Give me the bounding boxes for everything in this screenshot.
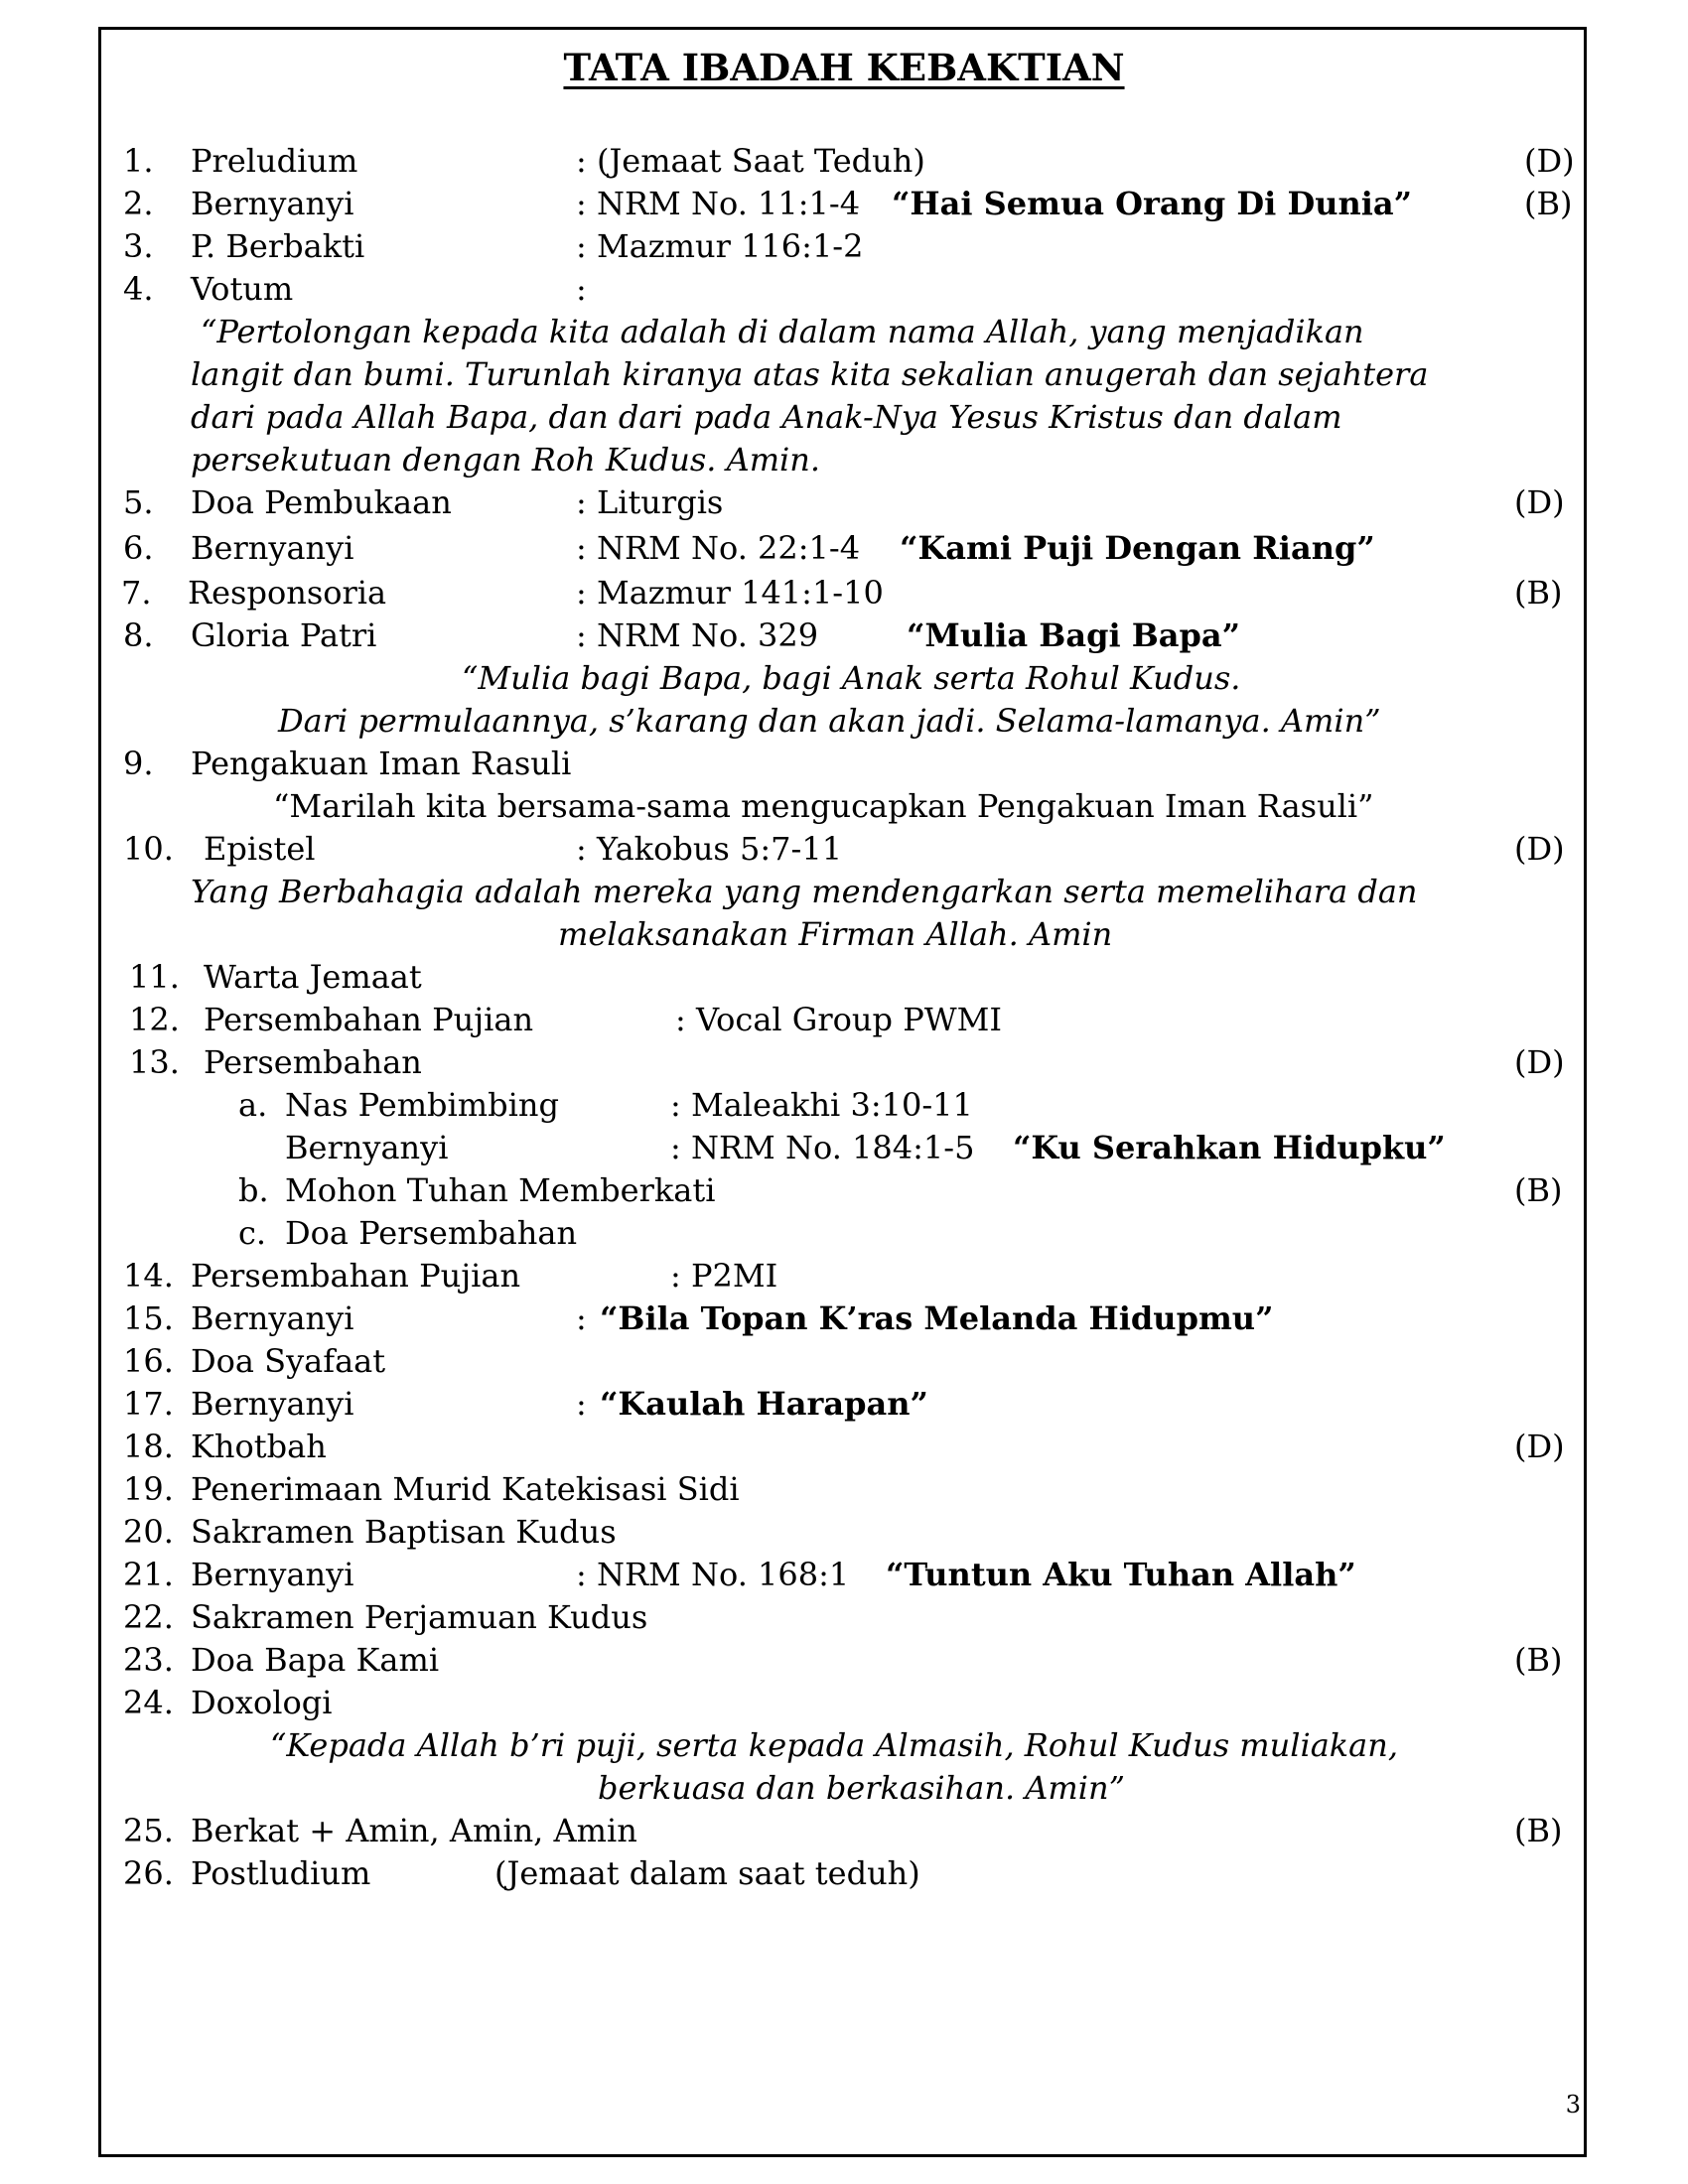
item-mark: (D) — [1514, 1043, 1565, 1081]
item-label: Postludium — [191, 1854, 371, 1892]
sub-letter: a. — [238, 1086, 268, 1124]
item-mark: (D) — [1524, 142, 1575, 180]
item-number: 21. — [123, 1556, 174, 1593]
item-label: Doa Pembukaan — [191, 483, 452, 521]
list-item — [0, 999, 1688, 1041]
item-label: Epistel — [204, 830, 316, 868]
item-label: Persembahan — [204, 1043, 422, 1081]
list-item — [0, 1511, 1688, 1554]
item-mark: (B) — [1514, 1641, 1563, 1679]
item-number: 13. — [129, 1043, 180, 1081]
item-number: 14. — [123, 1257, 174, 1295]
item-label: Persembahan Pujian — [191, 1257, 521, 1295]
list-item — [0, 614, 1688, 657]
item-number: 4. — [123, 270, 154, 308]
item-number: 12. — [129, 1001, 180, 1038]
item-mark: (D) — [1514, 830, 1565, 868]
item-detail: : Yakobus 5:7-11 — [576, 830, 843, 868]
song-title: “Mulia Bagi Bapa” — [907, 616, 1241, 654]
song-title: “Kaulah Harapan” — [600, 1385, 928, 1423]
list-item — [0, 140, 1688, 183]
votum-line: persekutuan dengan Roh Kudus. Amin. — [191, 441, 821, 478]
gloria-line: Dari permulaannya, s’karang dan akan jadi. Selama-lamanya. Amin” — [278, 702, 1381, 740]
item-number: 10. — [123, 830, 174, 868]
item-detail: : Mazmur 116:1-2 — [576, 227, 864, 265]
item-number: 1. — [123, 142, 154, 180]
item-label: Pengakuan Iman Rasuli — [191, 745, 572, 782]
list-item — [0, 527, 1688, 570]
item-number: 16. — [123, 1342, 174, 1380]
list-item — [0, 481, 1688, 524]
list-item — [0, 1468, 1688, 1511]
list-item — [0, 1041, 1688, 1084]
gloria-line: “Mulia bagi Bapa, bagi Anak serta Rohul Kudus. — [462, 659, 1241, 697]
sub-label: Doa Persembahan — [285, 1214, 578, 1252]
item-label: Berkat + Amin, Amin, Amin — [191, 1812, 637, 1849]
doxology-line: berkuasa dan berkasihan. Amin” — [598, 1769, 1125, 1807]
item-mark: (B) — [1514, 1812, 1563, 1849]
song-title: “Hai Semua Orang Di Dunia” — [892, 185, 1413, 222]
item-label: Doa Bapa Kami — [191, 1641, 440, 1679]
item-mark: (B) — [1514, 574, 1563, 612]
item-number: 2. — [123, 185, 154, 222]
item-detail: : NRM No. 329 — [576, 616, 819, 654]
item-label: Bernyanyi — [191, 1556, 354, 1593]
votum-line: dari pada Allah Bapa, dan dari pada Anak-Nya Yesus Kristus dan dalam — [191, 398, 1342, 436]
item-number: 24. — [123, 1684, 174, 1721]
item-detail: : — [576, 1385, 587, 1423]
song-title: “Bila Topan K’ras Melanda Hidupmu” — [600, 1299, 1274, 1337]
item-label: Bernyanyi — [191, 185, 354, 222]
item-detail: : — [576, 270, 587, 308]
sub-label: Mohon Tuhan Memberkati — [285, 1171, 716, 1209]
item-detail: : Liturgis — [576, 483, 724, 521]
list-item — [0, 572, 1688, 614]
item-label: Warta Jemaat — [204, 958, 422, 996]
list-item — [0, 268, 1688, 311]
votum-line: “Pertolongan kepada kita adalah di dalam nama Allah, yang menjadikan — [201, 313, 1364, 350]
item-number: 3. — [123, 227, 154, 265]
song-title: “Ku Serahkan Hidupku” — [1013, 1129, 1446, 1166]
item-number: 22. — [123, 1598, 174, 1636]
list-item — [0, 1297, 1688, 1340]
item-label: Bernyanyi — [191, 1299, 354, 1337]
epistel-line: Yang Berbahagia adalah mereka yang mendengarkan serta memelihara dan — [191, 873, 1418, 910]
item-label: P. Berbakti — [191, 227, 365, 265]
sub-letter: c. — [238, 1214, 267, 1252]
item-label: Sakramen Perjamuan Kudus — [191, 1598, 648, 1636]
list-item — [0, 1682, 1688, 1724]
item-number: 9. — [123, 745, 154, 782]
list-item — [0, 1340, 1688, 1383]
document-title: TATA IBADAH KEBAKTIAN — [563, 46, 1125, 89]
sub-detail: : NRM No. 184:1-5 — [670, 1129, 975, 1166]
song-title: “Tuntun Aku Tuhan Allah” — [886, 1556, 1356, 1593]
item-detail: : — [576, 1299, 587, 1337]
item-detail: : NRM No. 168:1 — [576, 1556, 850, 1593]
creed-line: “Marilah kita bersama-sama mengucapkan Pengakuan Iman Rasuli” — [273, 787, 1374, 825]
item-detail: (Jemaat dalam saat teduh) — [494, 1854, 920, 1892]
item-mark: (D) — [1514, 483, 1565, 521]
item-number: 6. — [123, 529, 154, 567]
list-item — [0, 743, 1688, 785]
item-number: 19. — [123, 1470, 174, 1508]
sub-label: Bernyanyi — [285, 1129, 449, 1166]
song-title: “Kami Puji Dengan Riang” — [900, 529, 1375, 567]
item-number: 8. — [123, 616, 154, 654]
item-number: 15. — [123, 1299, 174, 1337]
item-mark: (B) — [1514, 1171, 1563, 1209]
item-label: Khotbah — [191, 1428, 327, 1465]
item-number: 17. — [123, 1385, 174, 1423]
item-number: 7. — [121, 574, 152, 612]
item-label: Responsoria — [188, 574, 387, 612]
item-label: Bernyanyi — [191, 529, 354, 567]
item-label: Preludium — [191, 142, 358, 180]
item-label: Penerimaan Murid Katekisasi Sidi — [191, 1470, 740, 1508]
item-detail: : (Jemaat Saat Teduh) — [576, 142, 925, 180]
votum-line: langit dan bumi. Turunlah kiranya atas kita sekalian anugerah dan sejahtera — [191, 355, 1429, 393]
item-mark: (D) — [1514, 1428, 1565, 1465]
sub-letter: b. — [238, 1171, 269, 1209]
item-detail: : NRM No. 11:1-4 — [576, 185, 861, 222]
item-label: Votum — [191, 270, 294, 308]
list-item — [0, 1639, 1688, 1682]
doxology-line: “Kepada Allah b’ri puji, serta kepada Almasih, Rohul Kudus muliakan, — [270, 1726, 1399, 1764]
item-label: Bernyanyi — [191, 1385, 354, 1423]
item-mark: (B) — [1524, 185, 1573, 222]
item-number: 11. — [129, 958, 180, 996]
list-item — [0, 1810, 1688, 1852]
list-item — [0, 956, 1688, 999]
list-item — [0, 183, 1688, 225]
epistel-line: melaksanakan Firman Allah. Amin — [558, 915, 1113, 953]
list-item — [0, 1596, 1688, 1639]
list-item — [0, 828, 1688, 871]
item-label: Sakramen Baptisan Kudus — [191, 1513, 617, 1551]
list-item — [0, 1554, 1688, 1596]
item-label: Gloria Patri — [191, 616, 377, 654]
list-item — [0, 1255, 1688, 1297]
item-detail: : P2MI — [670, 1257, 778, 1295]
item-number: 5. — [123, 483, 154, 521]
item-number: 18. — [123, 1428, 174, 1465]
item-label: Persembahan Pujian — [204, 1001, 534, 1038]
item-number: 23. — [123, 1641, 174, 1679]
item-detail: : NRM No. 22:1-4 — [576, 529, 861, 567]
list-item — [0, 1383, 1688, 1426]
sub-item — [0, 1169, 1688, 1212]
list-item — [0, 1852, 1688, 1895]
list-item — [0, 225, 1688, 268]
item-label: Doa Syafaat — [191, 1342, 386, 1380]
item-number: 25. — [123, 1812, 174, 1849]
item-detail: : Mazmur 141:1-10 — [576, 574, 884, 612]
page-number: 3 — [1565, 2091, 1581, 2118]
item-detail: : Vocal Group PWMI — [675, 1001, 1003, 1038]
sub-label: Nas Pembimbing — [285, 1086, 559, 1124]
sub-item — [0, 1127, 1688, 1169]
item-label: Doxologi — [191, 1684, 333, 1721]
sub-item — [0, 1212, 1688, 1255]
sub-item — [0, 1084, 1688, 1127]
sub-detail: : Maleakhi 3:10-11 — [670, 1086, 973, 1124]
item-number: 20. — [123, 1513, 174, 1551]
item-number: 26. — [123, 1854, 174, 1892]
list-item — [0, 1426, 1688, 1468]
